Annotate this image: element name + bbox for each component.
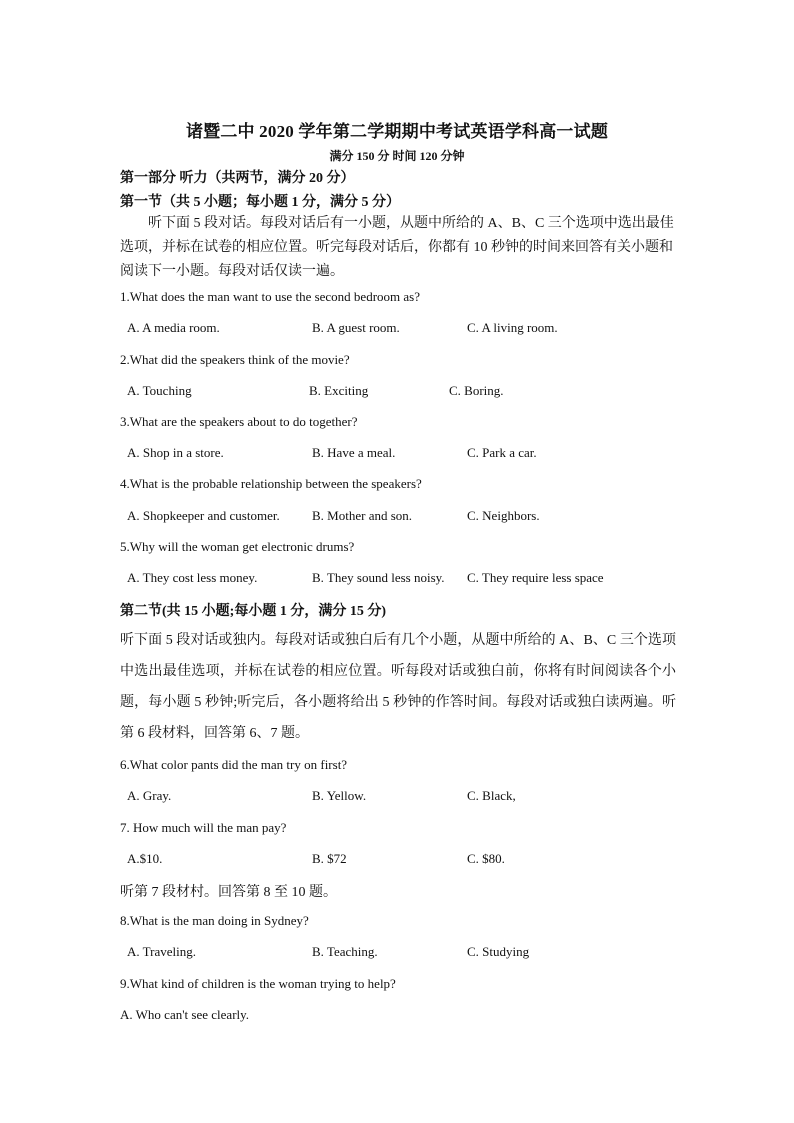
section2-note: 听第 7 段材村。回答第 8 至 10 题。: [120, 885, 337, 900]
q8-option-b: B. Teaching.: [312, 944, 378, 959]
q7-option-c: C. $80.: [467, 851, 505, 866]
q1-option-c: C. A living room.: [467, 320, 558, 335]
question-6: 6.What color pants did the man try on first?: [120, 757, 348, 772]
question-5: 5.Why will the woman get electronic drums?: [120, 539, 355, 554]
section1-heading: 第一节（共 5 小题；每小题 1 分，满分 5 分）: [120, 195, 400, 210]
q8-option-c: C. Studying: [467, 944, 530, 959]
question-3: 3.What are the speakers about to do together?: [120, 414, 358, 429]
q7-option-b: B. $72: [312, 851, 347, 866]
q3-option-c: C. Park a car.: [467, 445, 537, 460]
section1-instruction: 听下面 5 段对话。每段对话后有一小题，从题中所给的 A、B、C 三个选项中选出最佳选项，并标在试卷的相应位置。听完每段对话后，你都有 10 秒钟的时间来回答有关小题和阅读下一小题。每段对话仅读一遍。: [120, 216, 674, 279]
q8-option-a: A. Traveling.: [127, 944, 196, 959]
q9-option-a: A. Who can't see clearly.: [120, 1007, 250, 1022]
q1-option-a: A. A media room.: [127, 320, 220, 335]
q4-option-b: B. Mother and son.: [312, 508, 413, 523]
q2-option-c: C. Boring.: [449, 383, 504, 398]
q3-option-b: B. Have a meal.: [312, 445, 396, 460]
q2-option-b: B. Exciting: [309, 383, 369, 398]
question-8: 8.What is the man doing in Sydney?: [120, 913, 309, 928]
section2-instruction: 听下面 5 段对话或独内。每段对话或独白后有几个小题，从题中所给的 A、B、C 三个选项中选出最佳选项，并标在试卷的相应位置。听每段对话或独白前，你将有时间阅读各个小题，每小题 5 秒钟;听完后，各小题将给出 5 秒钟的作答时间。每段对话或独白读两遍。听第 6 段材料，回答第 6、7 题。: [120, 633, 676, 741]
question-9: 9.What kind of children is the woman trying to help?: [120, 976, 396, 991]
question-1: 1.What does the man want to use the second bedroom as?: [120, 289, 420, 304]
q6-option-c: C. Black,: [467, 788, 516, 803]
q2-option-a: A. Touching: [127, 383, 192, 398]
q6-option-a: A. Gray.: [127, 788, 172, 803]
question-2: 2.What did the speakers think of the movie?: [120, 352, 350, 367]
section2-heading: 第二节(共 15 小题;每小题 1 分，满分 15 分): [120, 604, 386, 619]
part1-heading: 第一部分 听力（共两节，满分 20 分）: [120, 171, 355, 186]
q5-option-a: A. They cost less money.: [127, 570, 258, 585]
q5-option-b: B. They sound less noisy.: [312, 570, 445, 585]
question-4: 4.What is the probable relationship between the speakers?: [120, 476, 422, 491]
q7-option-a: A.$10.: [127, 851, 163, 866]
q4-option-a: A. Shopkeeper and customer.: [127, 508, 280, 523]
q4-option-c: C. Neighbors.: [467, 508, 540, 523]
exam-title: 诸暨二中 2020 学年第二学期期中考试英语学科高一试题: [185, 122, 609, 141]
q5-option-c: C. They require less space: [467, 570, 604, 585]
exam-subtitle: 满分 150 分 时间 120 分钟: [329, 149, 465, 163]
question-7: 7. How much will the man pay?: [120, 820, 287, 835]
q6-option-b: B. Yellow.: [312, 788, 367, 803]
q1-option-b: B. A guest room.: [312, 320, 400, 335]
q3-option-a: A. Shop in a store.: [127, 445, 224, 460]
